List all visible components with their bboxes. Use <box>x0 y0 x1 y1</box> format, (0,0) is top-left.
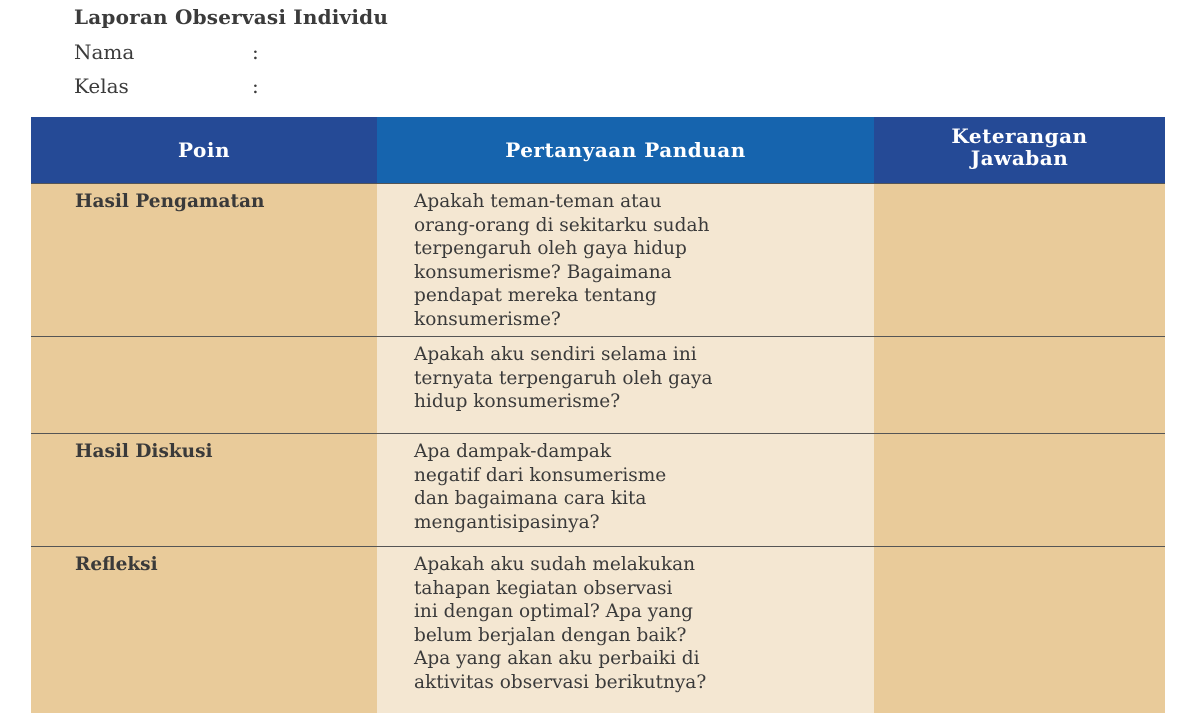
field-kelas-label: Kelas <box>74 74 252 98</box>
column-header-pertanyaan: Pertanyaan Panduan <box>377 117 874 184</box>
observation-table <box>31 117 1165 713</box>
table-row <box>31 184 1165 337</box>
pertanyaan-cell <box>377 184 874 337</box>
pertanyaan-text: Apakah aku sendiri selama ini ternyata terpengaruh oleh gaya hidup konsumerisme? <box>414 343 854 414</box>
column-header-keterangan <box>874 117 1165 184</box>
field-kelas <box>74 74 259 98</box>
poin-cell: Hasil Pengamatan <box>31 184 377 337</box>
poin-cell <box>31 337 377 434</box>
poin-cell: Refleksi <box>31 547 377 713</box>
table-header-row <box>31 117 1165 184</box>
pertanyaan-text: Apa dampak-dampak negatif dari konsumerisme dan bagaimana cara kita mengantisipasinya? <box>414 440 854 534</box>
field-nama <box>74 40 259 64</box>
pertanyaan-cell <box>377 547 874 713</box>
poin-cell: Hasil Diskusi <box>31 434 377 547</box>
pertanyaan-cell <box>377 434 874 547</box>
column-header-keterangan-text: Keterangan Jawaban <box>874 125 1165 169</box>
table-row <box>31 547 1165 713</box>
field-kelas-separator: : <box>252 74 259 98</box>
keterangan-cell[interactable] <box>874 434 1165 547</box>
pertanyaan-text: Apakah aku sudah melakukan tahapan kegiatan observasi ini dengan optimal? Apa yang belum berjalan dengan baik? Apa yang akan aku perbaiki di aktivitas observasi berikutnya? <box>414 553 854 694</box>
table-row <box>31 337 1165 434</box>
keterangan-cell[interactable] <box>874 547 1165 713</box>
table-row <box>31 434 1165 547</box>
keterangan-cell[interactable] <box>874 184 1165 337</box>
keterangan-cell[interactable] <box>874 337 1165 434</box>
page-title: Laporan Observasi Individu <box>74 5 388 29</box>
column-header-poin: Poin <box>31 117 377 184</box>
pertanyaan-text: Apakah teman-teman atau orang-orang di sekitarku sudah terpengaruh oleh gaya hidup konsumerisme? Bagaimana pendapat mereka tentang konsumerisme? <box>414 190 854 331</box>
field-nama-label: Nama <box>74 40 252 64</box>
pertanyaan-cell <box>377 337 874 434</box>
field-nama-separator: : <box>252 40 259 64</box>
